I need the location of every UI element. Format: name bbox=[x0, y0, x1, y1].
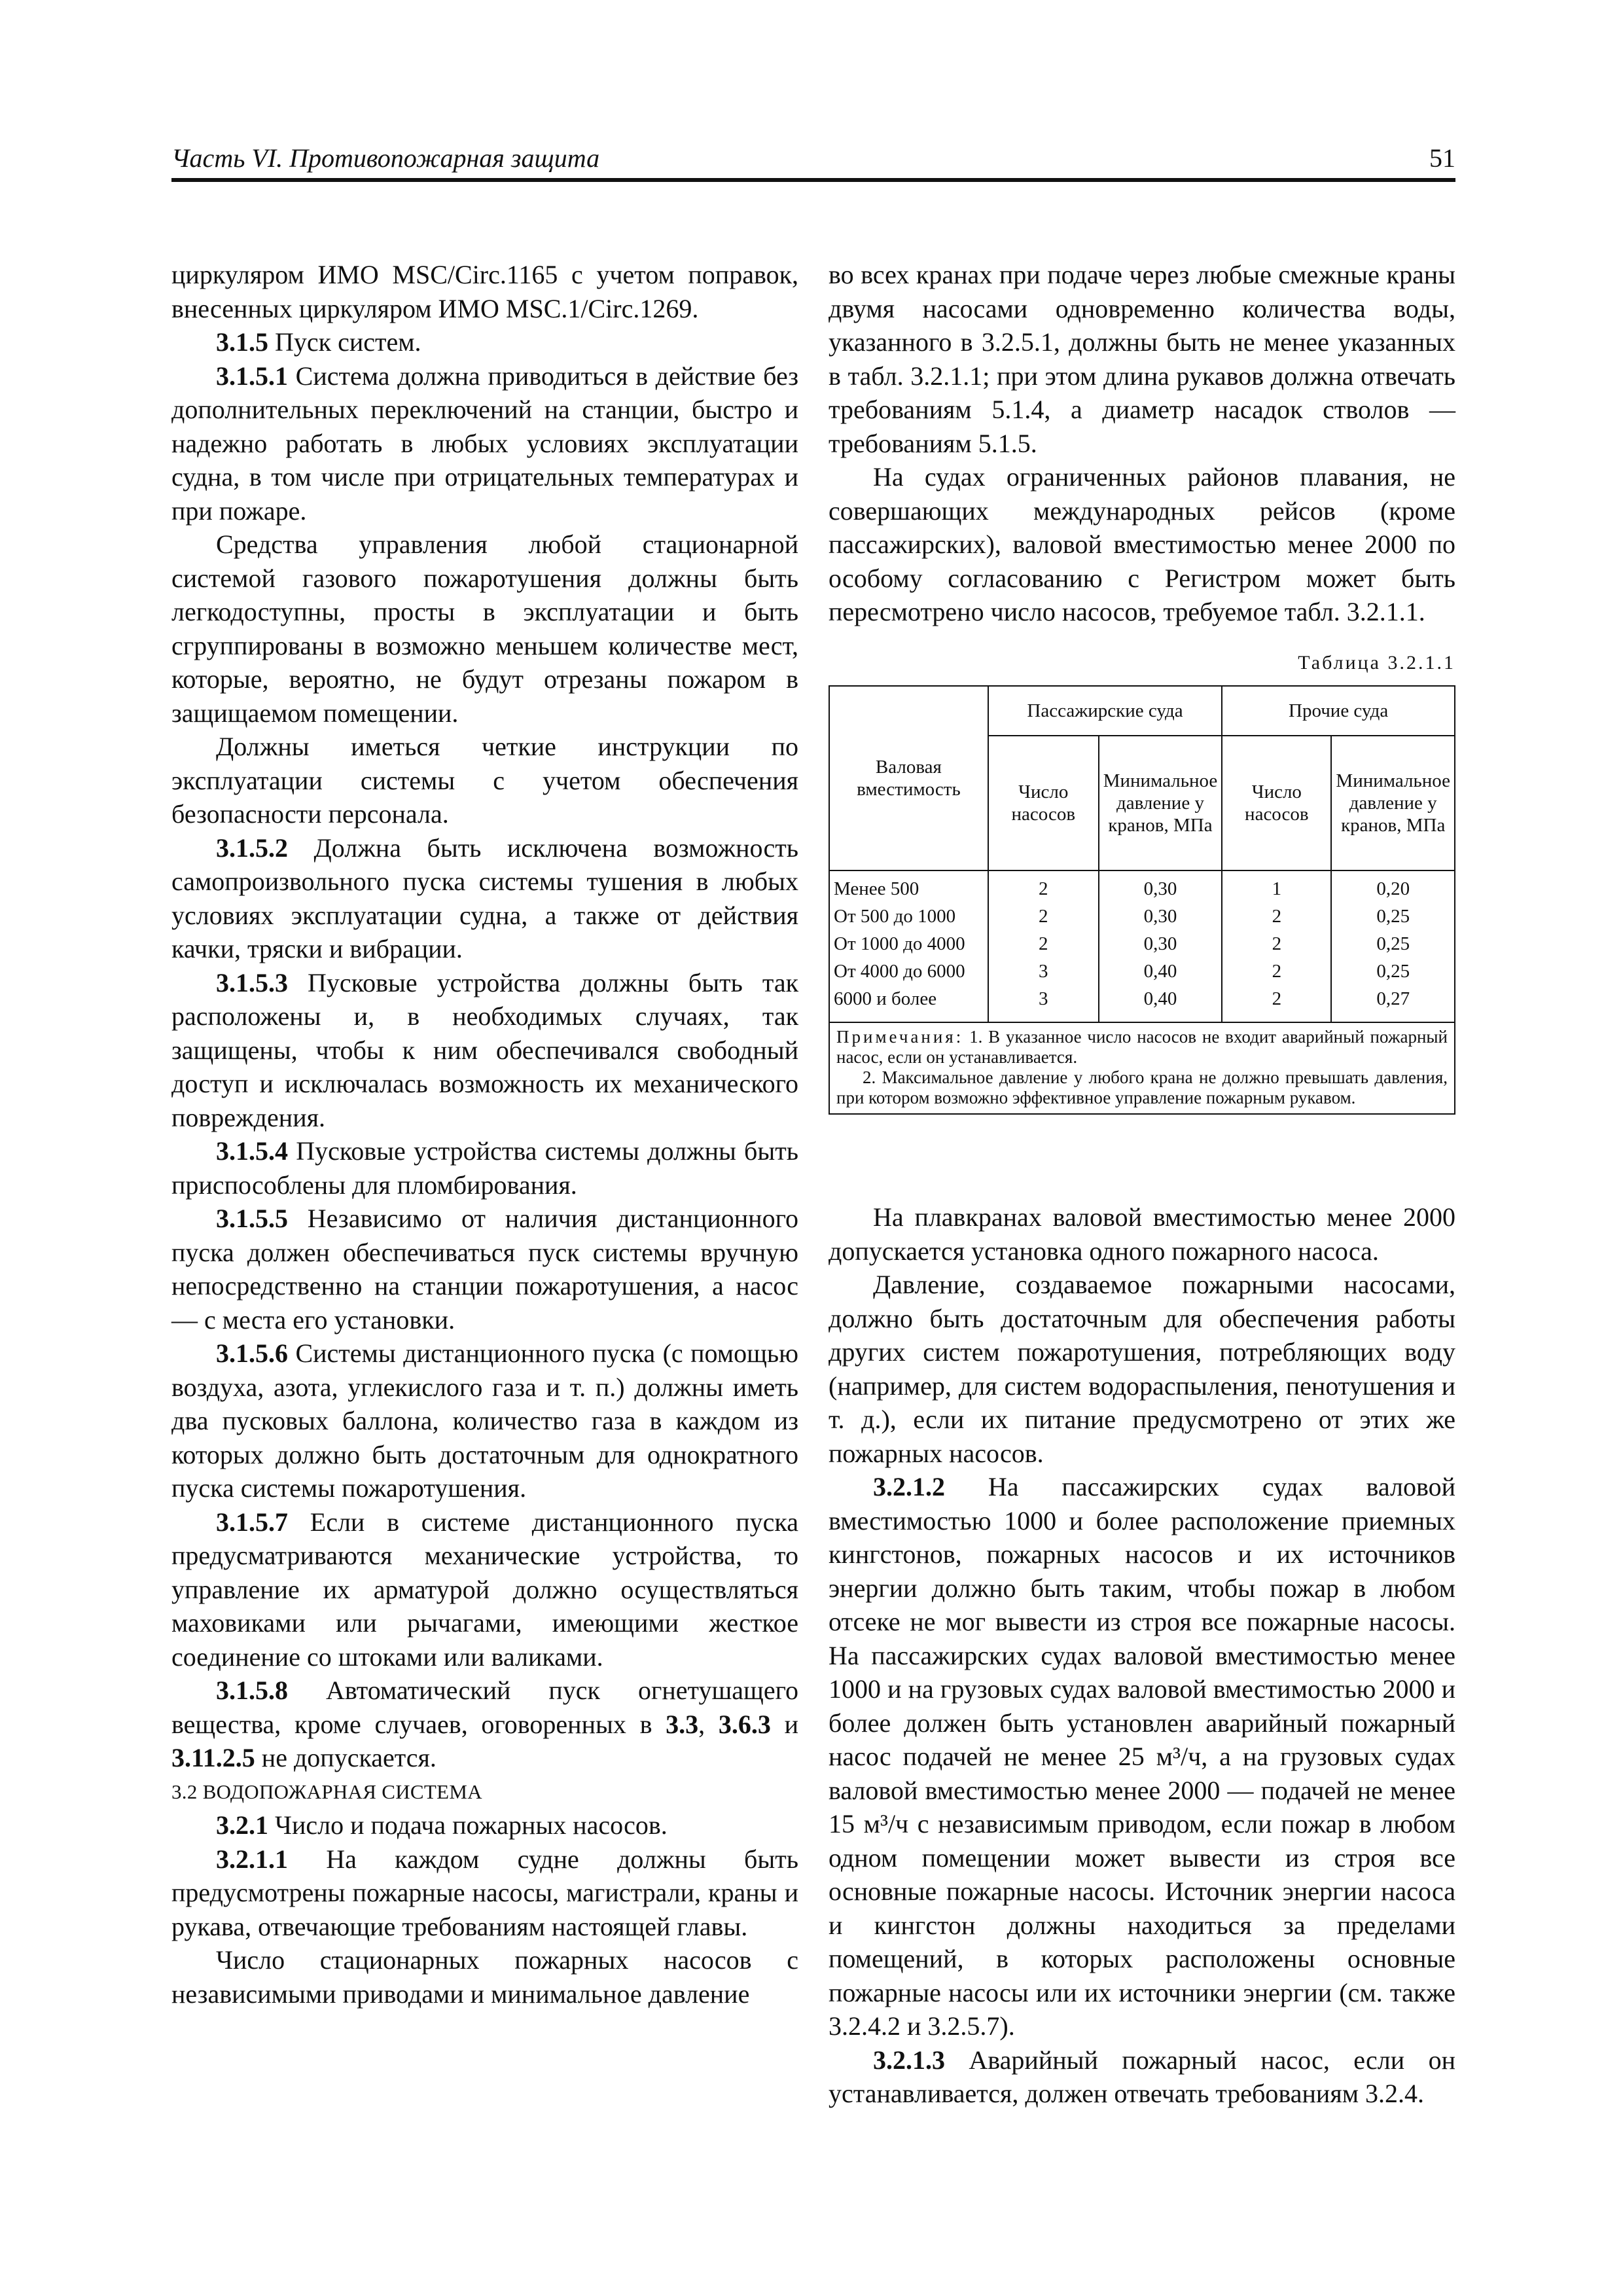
section-3-1-5-1 bbox=[171, 359, 798, 528]
section-text: не допускается. bbox=[255, 1743, 437, 1772]
paragraph: Число стационарных пожарных насосов с независимыми приводами и минимальное давление bbox=[171, 1945, 798, 2009]
separator: , bbox=[698, 1709, 719, 1739]
header-passenger-ships: Пассажирские суда bbox=[988, 686, 1222, 736]
cell-gross-tonnage: От 1000 до 4000 bbox=[829, 930, 988, 958]
section-title: Пуск систем. bbox=[268, 327, 421, 357]
table-row bbox=[829, 958, 1455, 985]
table-caption: Таблица 3.2.1.1 bbox=[1298, 651, 1455, 673]
cell-passenger-pressure: 0,30 bbox=[1099, 930, 1222, 958]
section-text: Должна быть исключена возможность самопроизвольного пуска системы тушения в любых условиях эксплуатации судна, а также от действия качки, тряски и вибрации. bbox=[171, 833, 798, 963]
left-column bbox=[171, 258, 798, 2011]
section-3-1-5-7 bbox=[171, 1505, 798, 1674]
cross-reference: 3.3 bbox=[666, 1709, 699, 1739]
header-gross-tonnage: Валовая вместимость bbox=[829, 686, 988, 870]
cell-other-pumps: 2 bbox=[1222, 903, 1331, 930]
paragraph: На плавкранах валовой вместимостью менее 2000 допускается установка одного пожарного насоса. bbox=[829, 1202, 1455, 1266]
cell-other-pressure: 0,25 bbox=[1331, 958, 1455, 985]
section-number: 3.1.5.4 bbox=[216, 1136, 288, 1166]
cross-reference: 3.11.2.5 bbox=[171, 1743, 255, 1772]
table-row bbox=[829, 903, 1455, 930]
header-rule bbox=[171, 178, 1455, 182]
table-row bbox=[829, 930, 1455, 958]
cell-passenger-pressure: 0,30 bbox=[1099, 903, 1222, 930]
header-min-pressure: Минимальное давление у кранов, МПа bbox=[1331, 736, 1455, 870]
section-3-2-1-2 bbox=[829, 1470, 1455, 2043]
section-text: Система должна приводиться в действие без дополнительных переключений на станции, быстро и надежно работать в любых условиях эксплуатации судна, в том числе при отрицательных температурах и при пожаре. bbox=[171, 361, 798, 526]
section-text: Если в системе дистанционного пуска предусматриваются механические устройства, то управление их арматурой должно осуществляться маховиками или рычагами, имеющими жесткое соединение со штоками или валиками. bbox=[171, 1507, 798, 1672]
cell-passenger-pumps: 2 bbox=[988, 903, 1099, 930]
cross-reference: 3.6.3 bbox=[718, 1709, 771, 1739]
section-number: 3.1.5.5 bbox=[216, 1204, 288, 1233]
cell-gross-tonnage: Менее 500 bbox=[829, 870, 988, 903]
section-3-1-5-2 bbox=[171, 831, 798, 966]
cell-passenger-pressure: 0,40 bbox=[1099, 985, 1222, 1022]
paragraph: На судах ограниченных районов плавания, не совершающих международных рейсов (кроме пассажирских), валовой вместимостью менее 2000 по особому согласованию с Регистром может быть пересмотрено число насосов, требуемое табл. 3.2.1.1. bbox=[829, 462, 1455, 626]
section-number: 3.2.1.2 bbox=[873, 1472, 945, 1501]
cell-other-pressure: 0,27 bbox=[1331, 985, 1455, 1022]
paragraph: циркуляром ИМО MSC/Circ.1165 с учетом поправок, внесенных циркуляром ИМО MSC.1/Circ.1269. bbox=[171, 260, 798, 323]
pump-table bbox=[829, 685, 1455, 1022]
running-header bbox=[171, 143, 1455, 174]
section-number: 3.1.5.7 bbox=[216, 1507, 288, 1537]
section-title: Число и подача пожарных насосов. bbox=[268, 1810, 668, 1840]
header-min-pressure: Минимальное давление у кранов, МПа bbox=[1099, 736, 1222, 870]
section-number: 3.2.1 bbox=[216, 1810, 268, 1840]
right-column-lower bbox=[829, 1200, 1455, 2111]
section-3-1-5-3 bbox=[171, 966, 798, 1135]
section-text: Независимо от наличия дистанционного пуска должен обеспечиваться пуск системы вручную непосредственно на станции пожаротушения, а насос — с места его установки. bbox=[171, 1204, 798, 1335]
section-3-1-5-5 bbox=[171, 1202, 798, 1336]
cell-gross-tonnage: От 4000 до 6000 bbox=[829, 958, 988, 985]
section-number: 3.1.5.2 bbox=[216, 833, 288, 863]
table-note-2: 2. Максимальное давление у любого крана не должно превышать давления, при котором возможно эффективное управление пожарным рукавом. bbox=[836, 1067, 1448, 1107]
cell-other-pumps: 2 bbox=[1222, 985, 1331, 1022]
section-3-2-1 bbox=[171, 1808, 798, 1842]
cell-passenger-pressure: 0,30 bbox=[1099, 870, 1222, 903]
cell-passenger-pressure: 0,40 bbox=[1099, 958, 1222, 985]
cell-gross-tonnage: 6000 и более bbox=[829, 985, 988, 1022]
table-notes bbox=[829, 1022, 1455, 1115]
section-number: 3.1.5 bbox=[216, 327, 268, 357]
section-3-1-5-6 bbox=[171, 1336, 798, 1505]
cell-other-pumps: 2 bbox=[1222, 930, 1331, 958]
cell-other-pressure: 0,25 bbox=[1331, 903, 1455, 930]
section-number: 3.1.5.3 bbox=[216, 967, 288, 997]
section-text: Пусковые устройства должны быть так расположены и, в необходимых случаях, так защищены, чтобы к ним обеспечивался свободный доступ и исключалась возможность их механического повреждения. bbox=[171, 967, 798, 1132]
section-heading: 3.2 ВОДОПОЖАРНАЯ СИСТЕМА bbox=[171, 1780, 482, 1803]
right-column-upper bbox=[829, 258, 1455, 1115]
section-3-1-5-4 bbox=[171, 1134, 798, 1202]
notes-label: Примечания: bbox=[836, 1026, 964, 1047]
section-number: 3.1.5.8 bbox=[216, 1676, 288, 1705]
cell-gross-tonnage: От 500 до 1000 bbox=[829, 903, 988, 930]
section-number: 3.1.5.1 bbox=[216, 361, 288, 391]
cell-other-pumps: 2 bbox=[1222, 958, 1331, 985]
header-title: Часть VI. Противопожарная защита bbox=[171, 143, 600, 173]
header-pump-count: Число насосов bbox=[988, 736, 1099, 870]
cell-passenger-pumps: 2 bbox=[988, 930, 1099, 958]
section-text: На пассажирских судах валовой вместимостью 1000 и более расположение приемных кингстонов, пожарных насосов и их источников энергии должно быть таким, чтобы пожар в любом отсеке не мог вывести из строя все пожарные насосы. На пассажирских судах валовой вместимостью менее 1000 и на грузовых судах валовой вместимостью 2000 и более должен быть установлен аварийный пожарный насос подачей не менее 25 м³/ч, а на грузовых судах валовой вместимостью менее 2000 — подачей не менее 15 м³/ч с независимым приводом, если пожар в любом одном помещении может вывести из строя все основные пожарные насосы. Источник энергии насоса и кингстон должны находиться за пределами помещений, в которых расположены основные пожарные насосы или их источники энергии (см. также 3.2.4.2 и 3.2.5.7). bbox=[829, 1472, 1455, 2041]
page-number: 51 bbox=[1429, 143, 1455, 173]
cell-passenger-pumps: 3 bbox=[988, 985, 1099, 1022]
cell-passenger-pumps: 3 bbox=[988, 958, 1099, 985]
table-row bbox=[829, 985, 1455, 1022]
paragraph: Средства управления любой стационарной системой газового пожаротушения должны быть легкодоступны, просты в эксплуатации и быть сгруппированы в возможно меньшем количестве мест, которые, вероятно, не будут отрезаны пожаром в защищаемом помещении. bbox=[171, 529, 798, 728]
section-3-2-1-1 bbox=[171, 1842, 798, 1944]
note-text: 1. В указанное число насосов не входит аварийный пожарный насос, если он устанавливается. bbox=[836, 1026, 1448, 1067]
cell-other-pumps: 1 bbox=[1222, 870, 1331, 903]
section-number: 3.2.1.1 bbox=[216, 1844, 288, 1874]
section-text: Системы дистанционного пуска (с помощью воздуха, азота, углекислого газа и т. п.) должны иметь два пусковых баллона, количество газа в каждом из которых должно быть достаточным для однократного пуска системы пожаротушения. bbox=[171, 1338, 798, 1503]
section-text: Аварийный пожарный насос, если он устанавливается, должен отвечать требованиям 3.2.4. bbox=[829, 2045, 1455, 2108]
header-pump-count: Число насосов bbox=[1222, 736, 1331, 870]
cell-other-pressure: 0,25 bbox=[1331, 930, 1455, 958]
paragraph: во всех кранах при подаче через любые смежные краны двумя насосами одновременно количества воды, указанного в 3.2.5.1, должны быть не менее указанных в табл. 3.2.1.1; при этом длина рукавов должна отвечать требованиям 5.1.4, а диаметр насадок стволов — требованиям 5.1.5. bbox=[829, 260, 1455, 458]
section-text: Автоматический пуск огнетушащего вещества, кроме случаев, оговоренных в bbox=[171, 1676, 798, 1739]
table-row bbox=[829, 870, 1455, 903]
section-text: На каждом судне должны быть предусмотрены пожарные насосы, магистрали, краны и рукава, отвечающие требованиям настоящей главы. bbox=[171, 1844, 798, 1941]
cell-passenger-pumps: 2 bbox=[988, 870, 1099, 903]
section-3-2-1-3 bbox=[829, 2043, 1455, 2111]
table-header-row bbox=[829, 686, 1455, 736]
cell-other-pressure: 0,20 bbox=[1331, 870, 1455, 903]
separator: и bbox=[770, 1709, 799, 1739]
table-note-1 bbox=[836, 1027, 1448, 1067]
section-3-1-5-8 bbox=[171, 1674, 798, 1775]
paragraph: Давление, создаваемое пожарными насосами, должно быть достаточным для обеспечения работы других систем пожаротушения, потребляющих воду (например, для систем водораспыления, пенотушения и т. д.), если их питание предусмотрено от этих же пожарных насосов. bbox=[829, 1270, 1455, 1468]
section-3-1-5 bbox=[171, 325, 798, 359]
section-number: 3.2.1.3 bbox=[873, 2045, 945, 2075]
section-number: 3.1.5.6 bbox=[216, 1338, 288, 1368]
paragraph: Должны иметься четкие инструкции по эксплуатации системы с учетом обеспечения безопасности персонала. bbox=[171, 732, 798, 829]
header-other-ships: Прочие суда bbox=[1222, 686, 1455, 736]
section-text: Пусковые устройства системы должны быть приспособлены для пломбирования. bbox=[171, 1136, 798, 1200]
